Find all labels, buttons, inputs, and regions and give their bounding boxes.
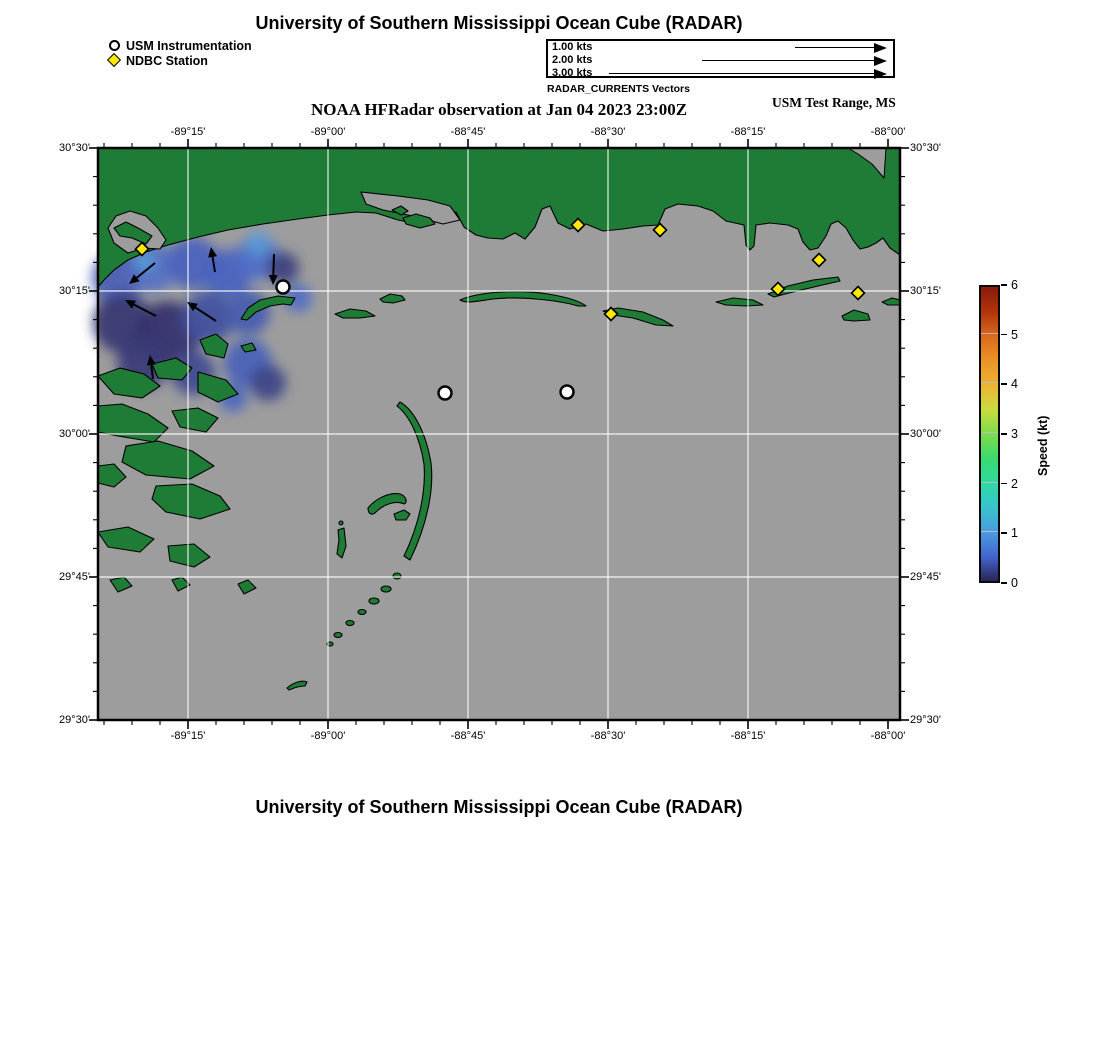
speed-cell <box>250 365 286 401</box>
axis-tick-label: 30°30' <box>59 142 90 154</box>
diamond-icon <box>107 53 121 67</box>
vector-scale-row <box>548 67 893 80</box>
colorbar-level-line <box>981 333 998 334</box>
axis-tick-label: 30°15' <box>910 285 941 297</box>
colorbar-tick-label: 1 <box>1011 526 1018 541</box>
colorbar-level-line <box>981 382 998 383</box>
legend-label: USM Instrumentation <box>126 39 252 53</box>
vector-scale-label: 3.00 kts <box>552 67 593 79</box>
page-title: University of Southern Mississippi Ocean Cube (RADAR) <box>255 13 743 33</box>
colorbar-level-line <box>981 482 998 483</box>
colorbar-tick <box>1001 483 1007 485</box>
chandeleur-dash <box>381 586 391 592</box>
colorbar-level-line <box>981 531 998 532</box>
vector-scale-row <box>548 54 893 67</box>
axis-tick-label: -88°15' <box>730 730 766 742</box>
axis-tick-label: -88°30' <box>590 126 626 138</box>
legend-item-ndbc <box>109 54 208 68</box>
observation-subtitle: NOAA HFRadar observation at Jan 04 2023 23:00Z <box>310 100 688 119</box>
axis-tick-label: -89°00' <box>310 126 346 138</box>
chandeleur-dash <box>358 610 366 615</box>
vector-scale-caption: RADAR_CURRENTS Vectors <box>547 83 690 95</box>
axis-tick-label: -88°00' <box>870 730 906 742</box>
axis-tick-label: 29°30' <box>59 714 90 726</box>
chandeleur-dash <box>393 573 401 579</box>
colorbar-tick <box>1001 433 1007 435</box>
axis-tick-label: 30°30' <box>910 142 941 154</box>
speed-cell <box>246 231 270 255</box>
map-canvas <box>78 128 920 740</box>
legend-label: NDBC Station <box>126 54 208 68</box>
speed-colorbar <box>979 285 1000 583</box>
axis-tick-label: 30°15' <box>59 285 90 297</box>
axis-tick-label: -88°15' <box>730 126 766 138</box>
range-label: USM Test Range, MS <box>772 95 896 110</box>
usm-instrumentation-marker <box>277 281 290 294</box>
colorbar-tick-label: 0 <box>1011 576 1018 590</box>
axis-tick-label: -89°15' <box>170 126 206 138</box>
vector-scale-label: 2.00 kts <box>552 54 593 66</box>
axis-tick-label: -88°00' <box>870 126 906 138</box>
axis-tick-label: 29°30' <box>910 714 941 726</box>
colorbar-tick-label: 3 <box>1011 427 1018 441</box>
vector-scale-label: 1.00 kts <box>552 41 593 53</box>
colorbar-tick-label: 5 <box>1011 327 1018 342</box>
axis-tick-label: 29°45' <box>910 571 941 583</box>
axis-tick-label: -88°30' <box>590 730 626 742</box>
axis-tick-label: 30°00' <box>910 428 941 440</box>
axis-tick-label: -89°15' <box>170 730 206 742</box>
axis-tick-label: 29°45' <box>59 571 90 583</box>
colorbar-tick <box>1001 383 1007 385</box>
colorbar-tick <box>1001 284 1007 286</box>
usm-instrumentation-marker <box>439 387 452 400</box>
colorbar-tick-label: 2 <box>1011 476 1018 491</box>
chandeleur-dash <box>346 621 354 626</box>
colorbar-tick-label: 4 <box>1011 377 1018 392</box>
colorbar-tick <box>1001 532 1007 534</box>
current-vector <box>273 254 274 275</box>
arc-islet <box>339 521 343 525</box>
axis-tick-label: 30°00' <box>59 428 90 440</box>
circle-icon <box>109 40 120 51</box>
colorbar-gradient <box>981 287 998 581</box>
chandeleur-dash <box>369 598 379 604</box>
bottom-title: University of Southern Mississippi Ocean Cube (RADAR) <box>255 797 743 817</box>
axis-tick-label: -89°00' <box>310 730 346 742</box>
speed-cell <box>182 292 234 344</box>
vector-scale-row <box>548 41 893 54</box>
colorbar-tick <box>1001 334 1007 336</box>
colorbar-title: Speed (kt) <box>1036 415 1050 476</box>
colorbar-tick <box>1001 582 1007 584</box>
usm-instrumentation-marker <box>561 386 574 399</box>
axis-tick-label: -88°45' <box>450 730 486 742</box>
axis-tick-label: -88°45' <box>450 126 486 138</box>
legend-item-usm <box>109 39 252 53</box>
colorbar-tick-label: 6 <box>1011 278 1018 292</box>
colorbar-level-line <box>981 432 998 433</box>
vector-scale-rows <box>548 41 893 80</box>
chandeleur-dash <box>334 633 342 638</box>
vector-scale-box <box>546 39 895 78</box>
